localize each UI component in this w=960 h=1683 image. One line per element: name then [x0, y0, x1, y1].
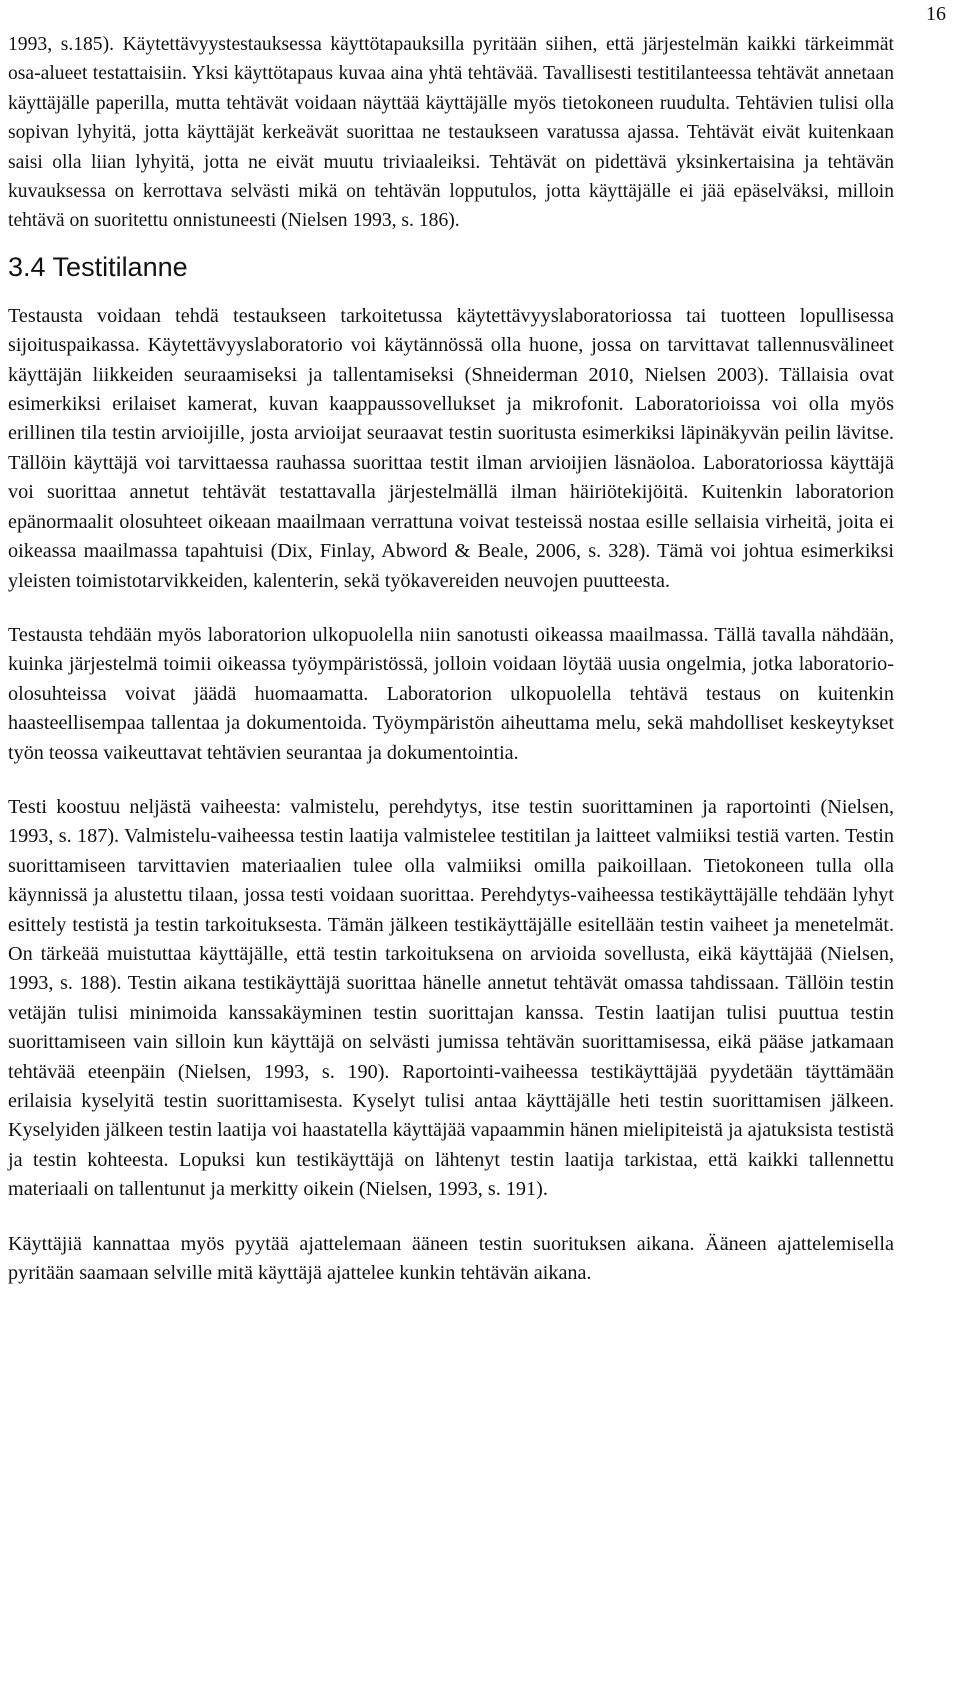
page-number: 16: [926, 3, 946, 25]
paragraph-field-testing: Testausta tehdään myös laboratorion ulkopuolella niin sanotusti oikeassa maailmassa. Tällä tavalla nähdään, kuinka järjestelmä toimii oikeassa työympäristössä, jolloin voidaan löytää uusia ongelmia, jotka laboratorio-olosuhteissa voivat jäädä huomaamatta. Laboratorion ulkopuolella tehtävä testaus on kuitenkin haasteellisempaa tallentaa ja dokumentoida. Työympäristön aiheuttama melu, sekä mahdolliset keskeytykset työn teossa vaikeuttavat tehtävien seurantaa ja dokumentointia.: [8, 623, 894, 764]
section-heading: 3.4 Testitilanne: [8, 251, 188, 282]
paragraph-laboratory: Testausta voidaan tehdä testaukseen tarkoitetussa käytettävyyslaboratoriossa tai tuotteen lopullisessa sijoituspaikassa. Käytettävyyslaboratorio voi käytännössä olla huone, jossa on tarvittavat tallennusvälineet käyttäjän liikkeiden seuraamiseksi ja tallentamiseksi (Shneiderman 2010, Nielsen 2003). Tällaisia ovat esimerkiksi erilaiset kamerat, kuvan kaappaussovellukset ja mikrofonit. Laboratorioissa voi olla myös erillinen tila testin arvioijille, josta arvioijat seuraavat testin suoritusta esimerkiksi läpinäkyvän peilin lävitse. Tällöin käyttäjä voi tarvittaessa rauhassa suorittaa testit ilman arvioijien läsnäoloa. Laboratoriossa käyttäjä voi suorittaa annetut tehtävät testattavalla järjestelmällä ilman häiriötekijöitä. Kuitenkin laboratorion epänormaalit olosuhteet oikeaan maailmaan verrattuna voivat testeissä nostaa esille sellaisia virheitä, joita ei oikeassa maailmassa tapahtuisi (Dix, Finlay, Abword & Beale, 2006, s. 328). Tämä voi johtua esimerkiksi yleisten toimistotarvikkeiden, kalenterin, sekä työkavereiden neuvojen puutteesta.: [8, 304, 894, 592]
intro-paragraph: 1993, s.185). Käytettävyystestauksessa käyttötapauksilla pyritään siihen, että järjestelmän kaikki tärkeimmät osa-alueet testattaisiin. Yksi käyttötapaus kuvaa aina yhtä tehtävää. Tavallisesti testitilanteessa tehtävät annetaan käyttäjälle paperilla, mutta tehtävät voidaan näyttää käyttäjälle myös tietokoneen ruudulta. Tehtävien tulisi olla sopivan lyhyitä, jotta käyttäjät kerkeävät suorittaa ne testaukseen varatussa ajassa. Tehtävät eivät kuitenkaan saisi olla liian lyhyitä, jotta ne eivät muutu triviaaleiksi. Tehtävät on pidettävä yksinkertaisina ja tehtävän kuvauksessa on kerrottava selvästi mikä on tehtävän lopputulos, jotta käyttäjälle ei jää epäselväksi, milloin tehtävä on suoritettu onnistuneesti (Nielsen 1993, s. 186).: [8, 34, 894, 232]
page-content: [8, 30, 894, 1288]
paragraph-test-phases: Testi koostuu neljästä vaiheesta: valmistelu, perehdytys, itse testin suorittaminen ja raportointi (Nielsen, 1993, s. 187). Valmistelu-vaiheessa testin laatija valmistelee testitilan ja laitteet valmiiksi testiä varten. Testin suorittamiseen tarvittavien materiaalien tulee olla valmiiksi omilla paikoillaan. Tietokoneen tulla olla käynnissä ja alustettu tilaan, jossa testi voidaan suorittaa. Perehdytys-vaiheessa testikäyttäjälle tehdään lyhyt esittely testistä ja testin tarkoituksesta. Tämän jälkeen testikäyttäjälle esitellään testin vaiheet ja menetelmät. On tärkeää muistuttaa käyttäjälle, että testin tarkoituksena on arvioida sovellusta, eikä käyttäjää (Nielsen, 1993, s. 188). Testin aikana testikäyttäjä suorittaa hänelle annetut tehtävät omassa tahdissaan. Tällöin testin vetäjän tulisi minimoida kanssakäyminen testin suorittajan kanssa. Testin laatijan tulisi puuttua testin suorittamiseen vain silloin kun käyttäjä on selvästi jumissa tehtävän suorittamisessa, eikä pääse jatkamaan tehtävää eteenpäin (Nielsen, 1993, s. 190). Raportointi-vaiheessa testikäyttäjää pyydetään täyttämään erilaisia kyselyitä testin suorittamisesta. Kyselyt tulisi antaa käyttäjälle heti testin suorittamisen jälkeen. Kyselyiden jälkeen testin laatija voi haastatella käyttäjää vapaammin hänen mielipiteistä ja ajatuksista testistä ja testin kohteesta. Lopuksi kun testikäyttäjä on lähtenyt testin laatija tarkistaa, että kaikki tallennettu materiaali on tallentunut ja merkitty oikein (Nielsen, 1993, s. 191).: [8, 795, 894, 1201]
paragraph-think-aloud: Käyttäjiä kannattaa myös pyytää ajattelemaan ääneen testin suorituksen aikana. Ääneen ajattelemisella pyritään saamaan selville mitä käyttäjä ajattelee kunkin tehtävän aikana.: [8, 1232, 894, 1285]
